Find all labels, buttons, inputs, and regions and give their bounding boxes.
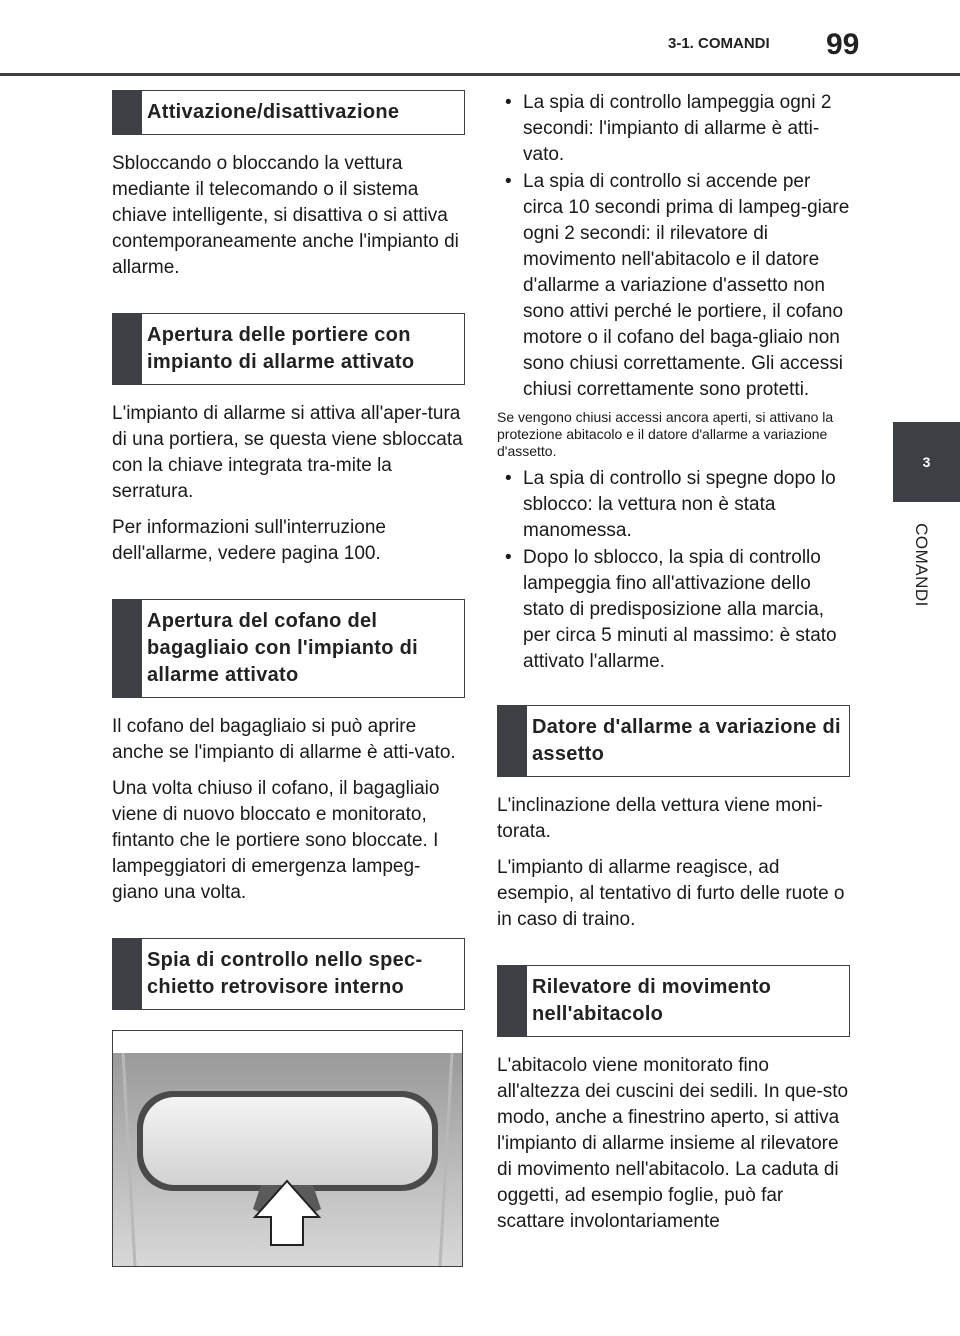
mirror-illustration bbox=[112, 1030, 463, 1267]
bullet-list bbox=[497, 466, 850, 675]
section-heading bbox=[497, 965, 850, 1037]
heading-text: Attivazione/disattivazione bbox=[147, 101, 400, 123]
heading-text: Spia di controllo nello spec-chietto retrovisore interno bbox=[147, 949, 423, 998]
paragraph: L'impianto di allarme si attiva all'aper-tura di una portiera, se questa viene sbloccata con la chiave integrata tra-mite la serratura. bbox=[112, 403, 463, 502]
section-heading bbox=[497, 705, 850, 777]
section-heading bbox=[112, 90, 465, 135]
mirror-glass bbox=[143, 1097, 432, 1185]
list-item: • Dopo lo sblocco, la spia di controllo lampeggia fino all'attivazione dello stato di predisposizione alla marcia, per circa 5 minuti al massimo: è stato attivato l'allarme. bbox=[497, 545, 850, 675]
heading-bar bbox=[498, 706, 527, 776]
heading-text: Apertura del cofano del bagagliaio con l'impianto di allarme attivato bbox=[147, 610, 418, 686]
chapter-tab: 3 bbox=[893, 422, 960, 502]
header-divider bbox=[0, 73, 960, 76]
paragraph: L'inclinazione della vettura viene moni-torata. bbox=[497, 795, 823, 842]
chapter-title-label: COMANDI bbox=[912, 523, 931, 607]
chapter-title-vertical bbox=[896, 515, 946, 615]
heading-bar bbox=[113, 939, 142, 1009]
bullet-list bbox=[497, 90, 850, 403]
list-item: • La spia di controllo si accende per circa 10 secondi prima di lampeg-giare ogni 2 secondi: il rilevatore di movimento nell'abitacolo e il datore d'allarme a variazione d'assetto non sono attivi perché le portiere, il cofano motore o il cofano del baga-gliaio non sono chiusi correttamente. Gli accessi chiusi correttamente sono protetti. bbox=[497, 169, 850, 403]
paragraph: L'abitacolo viene monitorato fino all'altezza dei cuscini dei sedili. In que-sto modo, anche a finestrino aperto, si attiva l'impianto di allarme insieme al rilevatore di movimento nell'abitacolo. La caduta di oggetti, ad esempio foglie, può far scattare involontariamente bbox=[497, 1055, 849, 1232]
note-text: Se vengono chiusi accessi ancora aperti, si attivano la protezione abitacolo e il datore d'allarme a variazione d'assetto. bbox=[497, 409, 834, 459]
section-heading bbox=[112, 313, 465, 385]
left-column bbox=[112, 90, 465, 1267]
paragraph: Per informazioni sull'interruzione dell'allarme, vedere pagina 100. bbox=[112, 517, 386, 564]
page-number: 99 bbox=[826, 28, 860, 61]
heading-text: Datore d'allarme a variazione di assetto bbox=[532, 716, 841, 765]
rearview-mirror-drawing bbox=[113, 1031, 462, 1266]
right-column bbox=[497, 90, 850, 1245]
section-heading bbox=[112, 938, 465, 1010]
list-item: • La spia di controllo lampeggia ogni 2 secondi: l'impianto di allarme è atti-vato. bbox=[497, 90, 850, 168]
heading-bar bbox=[113, 600, 142, 697]
heading-bar bbox=[113, 314, 142, 384]
section-title: 3-1. COMANDI bbox=[668, 35, 770, 52]
paragraph: Una volta chiuso il cofano, il bagagliaio viene di nuovo bloccato e monitorato, fintanto che le portiere sono bloccate. I lampeggiatori di emergenza lampeg-giano una volta. bbox=[112, 778, 440, 903]
paragraph: Il cofano del bagagliaio si può aprire anche se l'impianto di allarme è atti-vato. bbox=[112, 716, 456, 763]
section-heading bbox=[112, 599, 465, 698]
heading-text: Apertura delle portiere con impianto di allarme attivato bbox=[147, 324, 415, 373]
paragraph: Sbloccando o bloccando la vettura mediante il telecomando o il sistema chiave intelligente, si disattiva o si attiva contemporaneamente anche l'impianto di allarme. bbox=[112, 153, 459, 278]
list-item: • La spia di controllo si spegne dopo lo sblocco: la vettura non è stata manomessa. bbox=[497, 466, 850, 544]
heading-bar bbox=[113, 91, 142, 134]
heading-bar bbox=[498, 966, 527, 1036]
paragraph: L'impianto di allarme reagisce, ad esempio, al tentativo di furto delle ruote o in caso di traino. bbox=[497, 857, 845, 930]
heading-text: Rilevatore di movimento nell'abitacolo bbox=[532, 976, 772, 1025]
